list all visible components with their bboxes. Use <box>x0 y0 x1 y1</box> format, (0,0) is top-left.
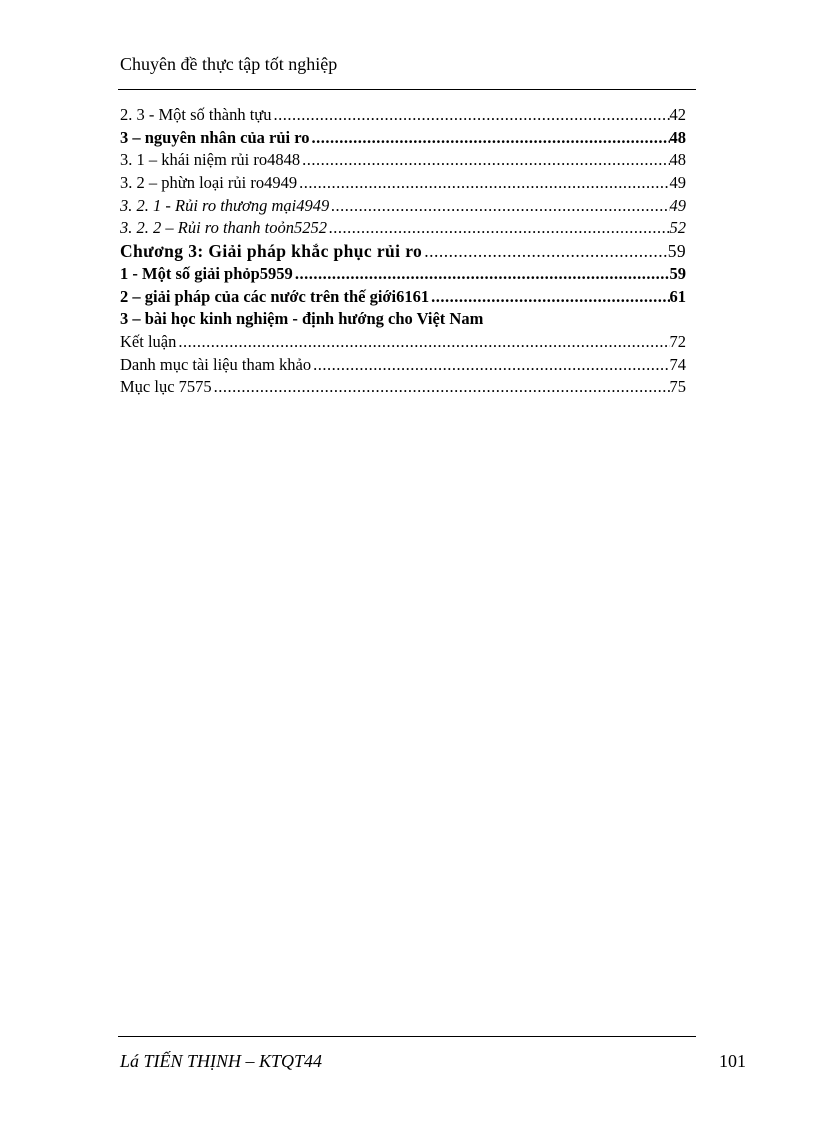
toc-leader-dots <box>300 149 669 172</box>
toc-entry-page: 59 <box>667 241 686 262</box>
toc-leader-dots <box>422 240 667 263</box>
toc-entry-title: Chương 3: Giải pháp khắc phục rủi ro <box>120 241 423 262</box>
toc-entry-title: Danh mục tài liệu tham khảo <box>120 354 312 374</box>
toc-entry-page: 74 <box>669 354 686 374</box>
toc-entry <box>120 354 686 377</box>
toc-entry <box>120 263 686 286</box>
toc-entry-page: 49 <box>669 195 686 215</box>
toc-leader-dots <box>271 104 669 127</box>
toc-entry <box>120 376 686 399</box>
toc-entry-page: 49 <box>669 173 686 193</box>
table-of-contents <box>120 104 686 399</box>
toc-entry-page: 48 <box>669 127 686 147</box>
toc-leader-dots <box>429 286 669 309</box>
footer-page-number: 101 <box>719 1051 746 1071</box>
toc-entry-page: 72 <box>669 331 686 351</box>
toc-leader-dots <box>310 127 670 150</box>
toc-leader-dots <box>311 354 669 377</box>
toc-entry-title: Mục lục 7575 <box>120 377 212 397</box>
toc-leader-dots <box>212 376 670 399</box>
toc-entry <box>120 217 686 240</box>
toc-leader-dots <box>297 172 669 195</box>
header-title: Chuyên đề thực tập tốt nghiệp <box>120 54 338 74</box>
toc-leader-dots <box>293 263 670 286</box>
toc-entry <box>120 195 686 218</box>
toc-entry-page: 75 <box>669 377 686 397</box>
toc-entry-page: 42 <box>669 105 686 124</box>
toc-entry-page: 59 <box>669 263 686 283</box>
toc-entry-title: 3. 2 – phừn loại rủi ro4949 <box>120 173 298 193</box>
toc-entry <box>120 331 686 354</box>
toc-entry-title: 3 – bài học kinh nghiệm - định hướng cho Việt Nam <box>120 309 484 329</box>
toc-entry-title: 3. 2. 2 – Rủi ro thanh toỏn5252 <box>120 218 328 238</box>
toc-entry-page: 48 <box>669 150 686 170</box>
toc-entry-page: 61 <box>669 286 686 306</box>
toc-entry-title: 3 – nguyên nhân của rủi ro <box>120 127 310 147</box>
toc-leader-dots <box>327 217 669 240</box>
toc-entry-title: Kết luận <box>120 331 177 351</box>
toc-entry-page: 52 <box>669 218 686 238</box>
footer-divider <box>118 1036 696 1037</box>
toc-entry <box>120 240 686 263</box>
toc-entry <box>120 308 686 331</box>
toc-entry <box>120 127 686 150</box>
header-divider <box>118 89 696 90</box>
toc-entry-title: 2 – giải pháp của các nước trên thế giới6161 <box>120 286 430 306</box>
toc-entry <box>120 286 686 309</box>
toc-leader-dots <box>176 331 669 354</box>
toc-entry <box>120 149 686 172</box>
toc-entry-title: 1 - Một số giải phỏp5959 <box>120 263 293 283</box>
toc-leader-dots <box>329 195 669 218</box>
footer-author: Lá TIẾN THỊNH – KTQT44 <box>120 1051 323 1071</box>
toc-entry-title: 2. 3 - Một số thành tựu <box>120 105 272 124</box>
toc-entry <box>120 104 686 127</box>
toc-entry-title: 3. 1 – khái niệm rủi ro4848 <box>120 150 301 170</box>
toc-entry-title: 3. 2. 1 - Rủi ro thương mại4949 <box>120 195 330 215</box>
toc-entry <box>120 172 686 195</box>
